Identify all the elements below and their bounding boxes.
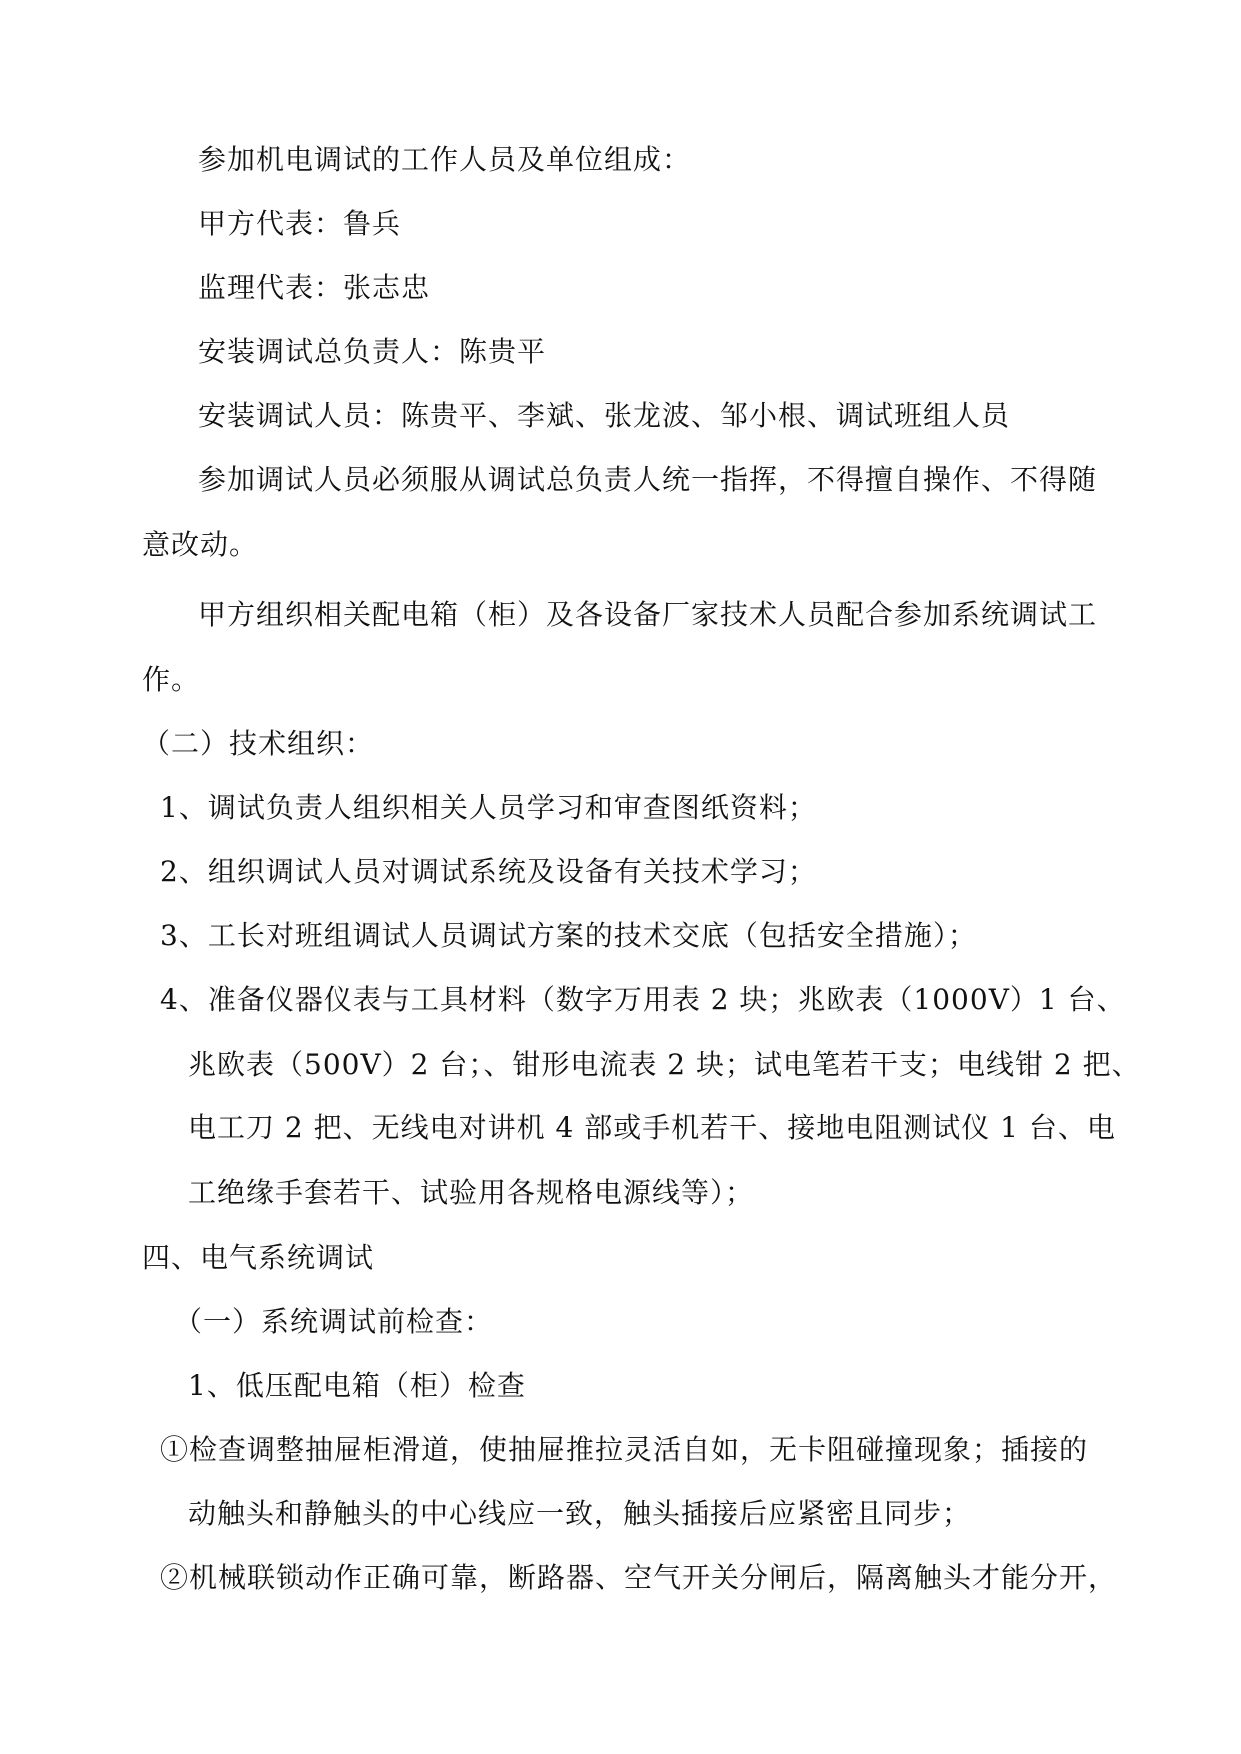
technical-item-4-line-2: 兆欧表（500V）2 台；、钳形电流表 2 块；试电笔若干支；电线钳 2 把、: [188, 1048, 1141, 1081]
check-item-1-line-1: ①检查调整抽屉柜滑道，使抽屉推拉灵活自如，无卡阻碰撞现象；插接的: [160, 1433, 1089, 1466]
staff-intro-line: 参加机电调试的工作人员及单位组成：: [198, 143, 692, 176]
technical-item-4-line-3: 电工刀 2 把、无线电对讲机 4 部或手机若干、接地电阻测试仪 1 台、电: [188, 1111, 1116, 1144]
supervisor-representative-line: 监理代表：张志忠: [198, 271, 431, 304]
check-item-1-line-2: 动触头和静触头的中心线应一致，触头插接后应紧密且同步；: [188, 1497, 972, 1530]
commissioning-staff-line: 安装调试人员：陈贵平、李斌、张龙波、邹小根、调试班组人员: [198, 399, 1011, 432]
technical-organization-heading: （二）技术组织：: [142, 727, 375, 760]
pre-commissioning-check-heading: （一）系统调试前检查：: [174, 1305, 494, 1338]
technical-item-4-line-1: 4、准备仪器仪表与工具材料（数字万用表 2 块；兆欧表（1000V）1 台、: [160, 983, 1126, 1016]
check-item-2-line-1: ②机械联锁动作正确可靠，断路器、空气开关分闸后，隔离触头才能分开，: [160, 1561, 1118, 1594]
owner-representative-line: 甲方代表：鲁兵: [198, 207, 402, 240]
discipline-paragraph-line-1: 参加调试人员必须服从调试总负责人统一指挥，不得擅自操作、不得随: [198, 463, 1098, 496]
technical-item-2: 2、组织调试人员对调试系统及设备有关技术学习；: [160, 855, 817, 888]
technical-item-3: 3、工长对班组调试人员调试方案的技术交底（包括安全措施）；: [160, 919, 977, 952]
discipline-paragraph-line-2: 意改动。: [142, 528, 259, 561]
electrical-system-heading: 四、电气系统调试: [142, 1241, 375, 1274]
owner-coordination-line-1: 甲方组织相关配电箱（柜）及各设备厂家技术人员配合参加系统调试工: [198, 598, 1098, 631]
low-voltage-cabinet-heading: 1、低压配电箱（柜）检查: [188, 1369, 526, 1402]
technical-item-4-line-4: 工绝缘手套若干、试验用各规格电源线等）；: [188, 1176, 755, 1209]
chief-commissioning-lead-line: 安装调试总负责人：陈贵平: [198, 335, 547, 368]
technical-item-1: 1、调试负责人组织相关人员学习和审查图纸资料；: [160, 791, 817, 824]
owner-coordination-line-2: 作。: [142, 663, 201, 696]
